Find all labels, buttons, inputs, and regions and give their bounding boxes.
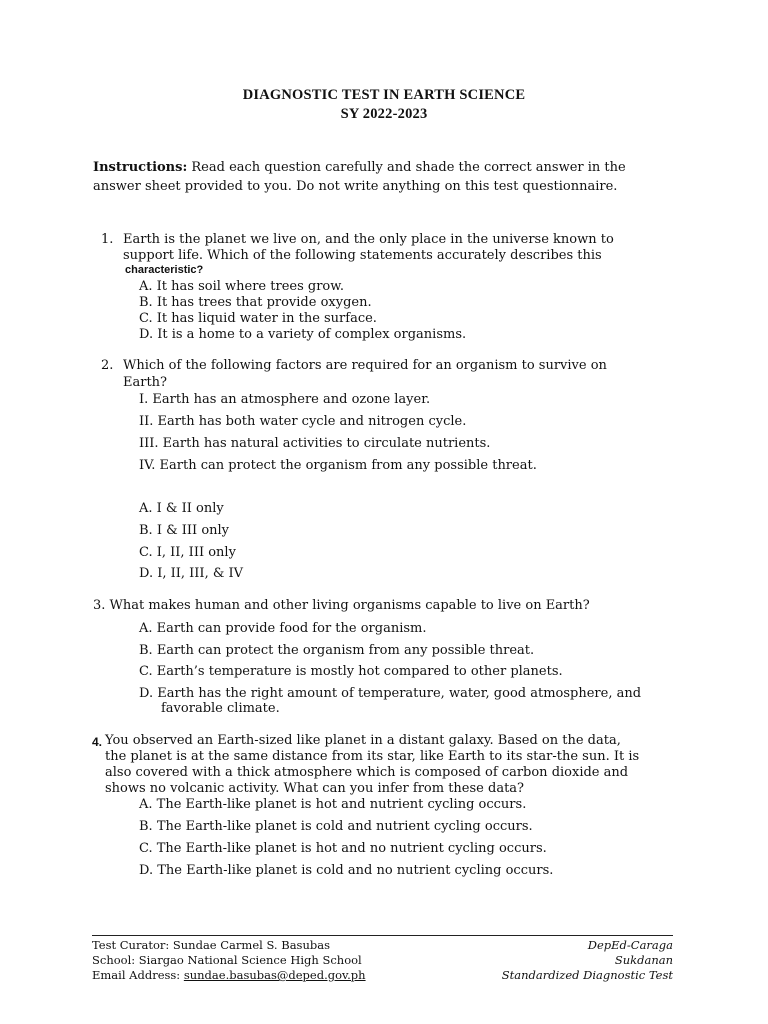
q1-text-line-1: Earth is the planet we live on, and the only place in the universe known to xyxy=(123,232,614,247)
footer-region: DepEd-Caraga xyxy=(587,938,673,952)
q2-choice-d: D. I, II, III, & IV xyxy=(139,566,244,581)
footer-school: School: Siargao National Science High School xyxy=(92,953,362,967)
q3-choice-a: A. Earth can provide food for the organism. xyxy=(139,621,427,636)
q1-text-line-2: support life. Which of the following statements accurately describes this xyxy=(123,248,602,263)
q4-choice-d: D. The Earth-like planet is cold and no nutrient cycling occurs. xyxy=(139,863,554,878)
q4-text-line-2: the planet is at the same distance from its star, like Earth to its star-the sun. It is xyxy=(105,749,640,764)
footer-divider xyxy=(92,935,673,936)
q2-choice-c: C. I, II, III only xyxy=(139,545,236,560)
q3-choice-d-line-2: favorable climate. xyxy=(161,701,280,716)
q4-choice-b: B. The Earth-like planet is cold and nutrient cycling occurs. xyxy=(139,819,533,834)
footer-email-label: Email Address: xyxy=(92,968,184,982)
q4-text-line-1: You observed an Earth-sized like planet in a distant galaxy. Based on the data, xyxy=(105,733,621,748)
q3-text: 3. What makes human and other living organisms capable to live on Earth? xyxy=(93,598,590,613)
q3-choice-c: C. Earth’s temperature is mostly hot compared to other planets. xyxy=(139,664,563,679)
footer-test-type: Standardized Diagnostic Test xyxy=(501,968,673,982)
q2-number: 2. xyxy=(101,358,114,373)
q3-choice-b: B. Earth can protect the organism from any possible threat. xyxy=(139,643,535,658)
q2-text-line-2: Earth? xyxy=(123,375,168,390)
q2-choice-a: A. I & II only xyxy=(139,501,224,516)
q1-choice-b: B. It has trees that provide oxygen. xyxy=(139,295,372,310)
q1-choice-d: D. It is a home to a variety of complex organisms. xyxy=(139,327,467,342)
instructions-text-1: Read each question carefully and shade the correct answer in the xyxy=(187,160,626,175)
school-year: SY 2022-2023 xyxy=(340,106,428,122)
footer-project: Sukdanan xyxy=(614,953,673,967)
q2-statement-2: II. Earth has both water cycle and nitrogen cycle. xyxy=(139,414,467,429)
q4-text-line-3: also covered with a thick atmosphere which is composed of carbon dioxide and xyxy=(105,765,629,780)
q2-statement-1: I. Earth has an atmosphere and ozone layer. xyxy=(139,392,431,407)
q1-choice-c: C. It has liquid water in the surface. xyxy=(139,311,377,326)
q1-number: 1. xyxy=(101,232,114,247)
q2-choice-b: B. I & III only xyxy=(139,523,230,538)
instructions-line-2: answer sheet provided to you. Do not write anything on this test questionnaire. xyxy=(93,179,618,194)
instructions-line-1 xyxy=(93,160,626,175)
page-title: DIAGNOSTIC TEST IN EARTH SCIENCE xyxy=(242,87,526,103)
q3-choice-d: D. Earth has the right amount of temperature, water, good atmosphere, and xyxy=(139,686,642,701)
q1-choice-a: A. It has soil where trees grow. xyxy=(139,279,344,294)
footer-email-link[interactable]: sundae.basubas@deped.gov.ph xyxy=(183,968,366,982)
q2-text-line-1: Which of the following factors are required for an organism to survive on xyxy=(123,358,607,373)
q1-text-line-3: characteristic? xyxy=(125,264,204,276)
q4-number: 4. xyxy=(92,735,103,749)
q4-text-line-4: shows no volcanic activity. What can you infer from these data? xyxy=(105,781,525,796)
q4-choice-a: A. The Earth-like planet is hot and nutrient cycling occurs. xyxy=(139,797,527,812)
footer-curator: Test Curator: Sundae Carmel S. Basubas xyxy=(92,938,330,952)
q2-statement-4: IV. Earth can protect the organism from any possible threat. xyxy=(139,458,537,473)
q4-choice-c: C. The Earth-like planet is hot and no nutrient cycling occurs. xyxy=(139,841,547,856)
instructions-label: Instructions: xyxy=(93,160,188,175)
q2-statement-3: III. Earth has natural activities to circulate nutrients. xyxy=(139,436,491,451)
footer-email-line xyxy=(92,968,366,982)
